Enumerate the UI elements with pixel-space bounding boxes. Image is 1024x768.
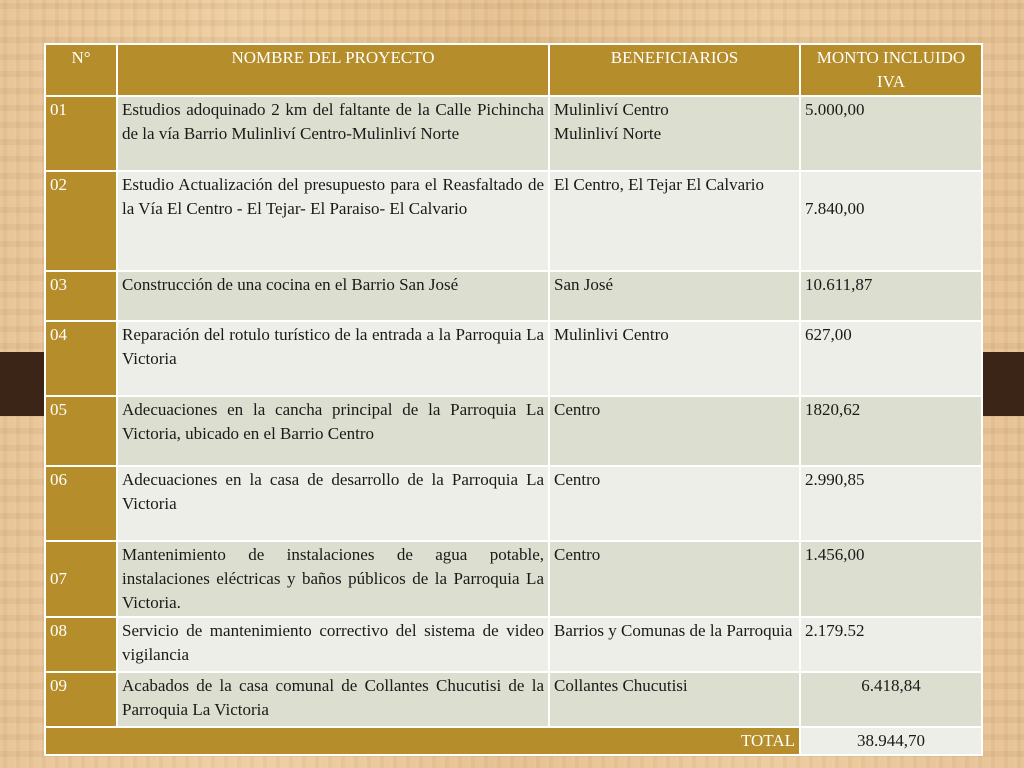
table-row [45, 396, 982, 466]
amount: 627,00 [800, 321, 982, 396]
project-name: Estudios adoquinado 2 km del faltante de la Calle Pichincha de la vía Barrio Mulinliví Centro-Mulinliví Norte [117, 96, 549, 171]
amount: 2.179.52 [800, 617, 982, 672]
amount: 10.611,87 [800, 271, 982, 321]
beneficiaries: Centro [549, 541, 800, 617]
beneficiaries: Mulinlivi Centro [549, 321, 800, 396]
project-name: Adecuaciones en la cancha principal de la Parroquia La Victoria, ubicado en el Barrio Centro [117, 396, 549, 466]
amount: 1.456,00 [800, 541, 982, 617]
amount: 6.418,84 [800, 672, 982, 727]
project-name: Reparación del rotulo turístico de la entrada a la Parroquia La Victoria [117, 321, 549, 396]
table-row [45, 541, 982, 617]
table-row [45, 271, 982, 321]
project-name: Servicio de mantenimiento correctivo del sistema de video vigilancia [117, 617, 549, 672]
amount: 5.000,00 [800, 96, 982, 171]
header-project: NOMBRE DEL PROYECTO [117, 44, 549, 96]
project-name: Acabados de la casa comunal de Collantes Chucutisi de la Parroquia La Victoria [117, 672, 549, 727]
header-row [45, 44, 982, 96]
row-number: 09 [45, 672, 117, 727]
table-row [45, 171, 982, 271]
beneficiaries: San José [549, 271, 800, 321]
table-row [45, 466, 982, 541]
row-number: 04 [45, 321, 117, 396]
project-name: Construcción de una cocina en el Barrio San José [117, 271, 549, 321]
project-name: Estudio Actualización del presupuesto para el Reasfaltado de la Vía El Centro - El Tejar- El Paraiso- El Calvario [117, 171, 549, 271]
header-beneficiaries: BENEFICIARIOS [549, 44, 800, 96]
table-row [45, 321, 982, 396]
table-row [45, 672, 982, 727]
header-num: N° [45, 44, 117, 96]
row-number: 07 [45, 541, 117, 617]
row-number: 01 [45, 96, 117, 171]
row-number: 03 [45, 271, 117, 321]
beneficiaries: Centro [549, 396, 800, 466]
amount: 2.990,85 [800, 466, 982, 541]
row-number: 08 [45, 617, 117, 672]
amount: 1820,62 [800, 396, 982, 466]
header-amount: MONTO INCLUIDO IVA [800, 44, 982, 96]
row-number: 06 [45, 466, 117, 541]
beneficiaries: El Centro, El Tejar El Calvario [549, 171, 800, 271]
table-row [45, 617, 982, 672]
table-row [45, 96, 982, 171]
total-row [45, 727, 982, 755]
total-label: TOTAL [45, 727, 800, 755]
beneficiaries: Mulinliví Centro Mulinliví Norte [549, 96, 800, 171]
projects-table [44, 43, 983, 756]
decorative-band-right [980, 352, 1024, 416]
total-value: 38.944,70 [800, 727, 982, 755]
decorative-band-left [0, 352, 44, 416]
beneficiaries: Barrios y Comunas de la Parroquia [549, 617, 800, 672]
beneficiaries: Collantes Chucutisi [549, 672, 800, 727]
row-number: 02 [45, 171, 117, 271]
row-number: 05 [45, 396, 117, 466]
amount: 7.840,00 [800, 171, 982, 271]
project-name: Mantenimiento de instalaciones de agua potable, instalaciones eléctricas y baños públicos de la Parroquia La Victoria. [117, 541, 549, 617]
project-name: Adecuaciones en la casa de desarrollo de la Parroquia La Victoria [117, 466, 549, 541]
beneficiaries: Centro [549, 466, 800, 541]
